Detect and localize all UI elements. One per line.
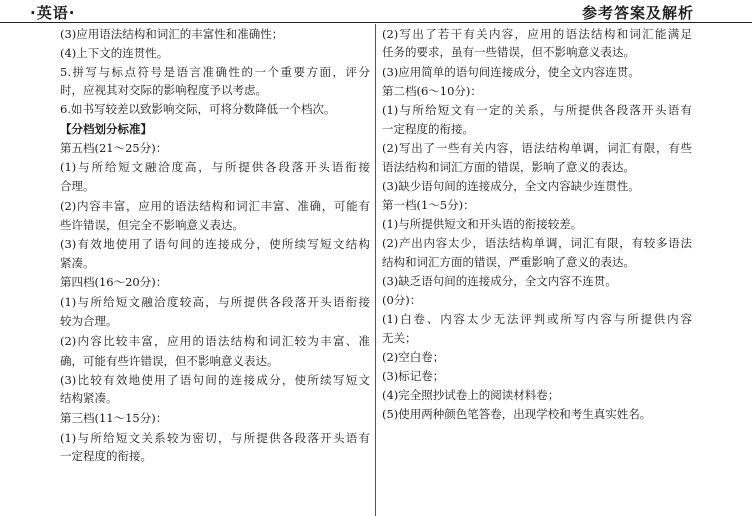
text-line: 时，应视其对交际的影响程度予以考虑。 — [60, 83, 267, 97]
text-line: 语法结构和词汇方面的错误，影响了意义的表达。 — [382, 160, 635, 174]
section-title: 参考答案及解析 — [581, 4, 694, 22]
text-line: (2)内容丰富，应用的语法结构和词汇丰富、准确，可能有 — [60, 199, 370, 213]
text-line: 任务的要求，虽有一些错误，但不影响意义表达。 — [382, 45, 635, 59]
text-line: 一定程度的衔接。 — [60, 449, 152, 463]
left-column — [60, 24, 370, 516]
text-line: (0分)： — [382, 293, 422, 307]
text-line: (1)白卷、内容太少无法评判或所写内容与所提供内容 — [382, 312, 692, 326]
page-header — [0, 0, 752, 23]
text-line: (2)内容比较丰富，应用的语法结构和词汇较为丰富、准 — [60, 334, 370, 348]
text-line: (3)标记卷； — [382, 369, 445, 383]
text-line: 合理。 — [60, 179, 95, 193]
text-line: (1)与所给短文关系较为密切，与所提供各段落开头语有 — [60, 431, 370, 445]
text-line: (1)与所给短文融洽度较高，与所提供各段落开头语衔接 — [60, 295, 370, 309]
text-line: (3)应用语法结构和词汇的丰富性和准确性； — [60, 27, 284, 41]
text-line: 第一档(1～5分)： — [382, 198, 475, 212]
text-line: 较为合理。 — [60, 314, 118, 328]
text-line: 第三档(11～15分)： — [60, 411, 168, 425]
column-divider — [375, 24, 376, 516]
text-line: 5.拼写与标点符号是语言准确性的一个重要方面，评分 — [60, 65, 370, 79]
text-line: (4)上下文的连贯性。 — [60, 46, 169, 60]
text-line: (3)缺乏语句间的连接成分，全文内容不连贯。 — [382, 274, 617, 288]
text-line: 些许错误，但完全不影响意义表达。 — [60, 218, 244, 232]
text-line: 结构紧凑。 — [60, 391, 118, 405]
text-line: (2)产出内容太少，语法结构单调，词汇有限，有较多语法 — [382, 236, 692, 250]
text-line: 第五档(21～25分)： — [60, 141, 168, 155]
text-line: (5)使用两种颜色笔答卷，出现学校和考生真实姓名。 — [382, 407, 652, 421]
text-line: (2)写出了一些有关内容，语法结构单调，词汇有限，有些 — [382, 141, 692, 155]
text-line: (1)与所给短文融洽度高，与所提供各段落开头语衔接 — [60, 160, 370, 174]
text-line: (3)有效地使用了语句间的连接成分，使所续写短文结构 — [60, 237, 370, 251]
section-heading: 【分档划分标准】 — [60, 122, 152, 136]
text-line: 第二档(6～10分)： — [382, 84, 482, 98]
subject-label: ·英语· — [30, 4, 76, 22]
text-line: (2)空白卷； — [382, 350, 445, 364]
text-line: (3)应用简单的语句间连接成分，使全文内容连贯。 — [382, 65, 640, 79]
text-line: 6.如书写较差以致影响交际，可将分数降低一个档次。 — [60, 102, 336, 116]
text-line: 紧凑。 — [60, 256, 95, 270]
right-column — [382, 24, 692, 516]
text-line: 第四档(16～20分)： — [60, 275, 168, 289]
text-line: (3)比较有效地使用了语句间的连接成分，使所续写短文 — [60, 373, 370, 387]
text-line: (1)与所给短文有一定的关系，与所提供各段落开头语有 — [382, 103, 692, 117]
text-line: (4)完全照抄试卷上的阅读材料卷； — [382, 388, 560, 402]
text-line: 一定程度的衔接。 — [382, 122, 474, 136]
text-line: (1)与所提供短文和开头语的衔接较差。 — [382, 217, 583, 231]
text-line: (2)写出了若干有关内容，应用的语法结构和词汇能满足 — [382, 27, 692, 41]
text-line: 结构和词汇方面的错误，严重影响了意义的表达。 — [382, 255, 635, 269]
text-line: (3)缺少语句间的连接成分，全文内容缺少连贯性。 — [382, 179, 640, 193]
text-line: 确，可能有些许错误，但不影响意义表达。 — [60, 354, 279, 368]
text-line: 无关； — [382, 331, 417, 345]
